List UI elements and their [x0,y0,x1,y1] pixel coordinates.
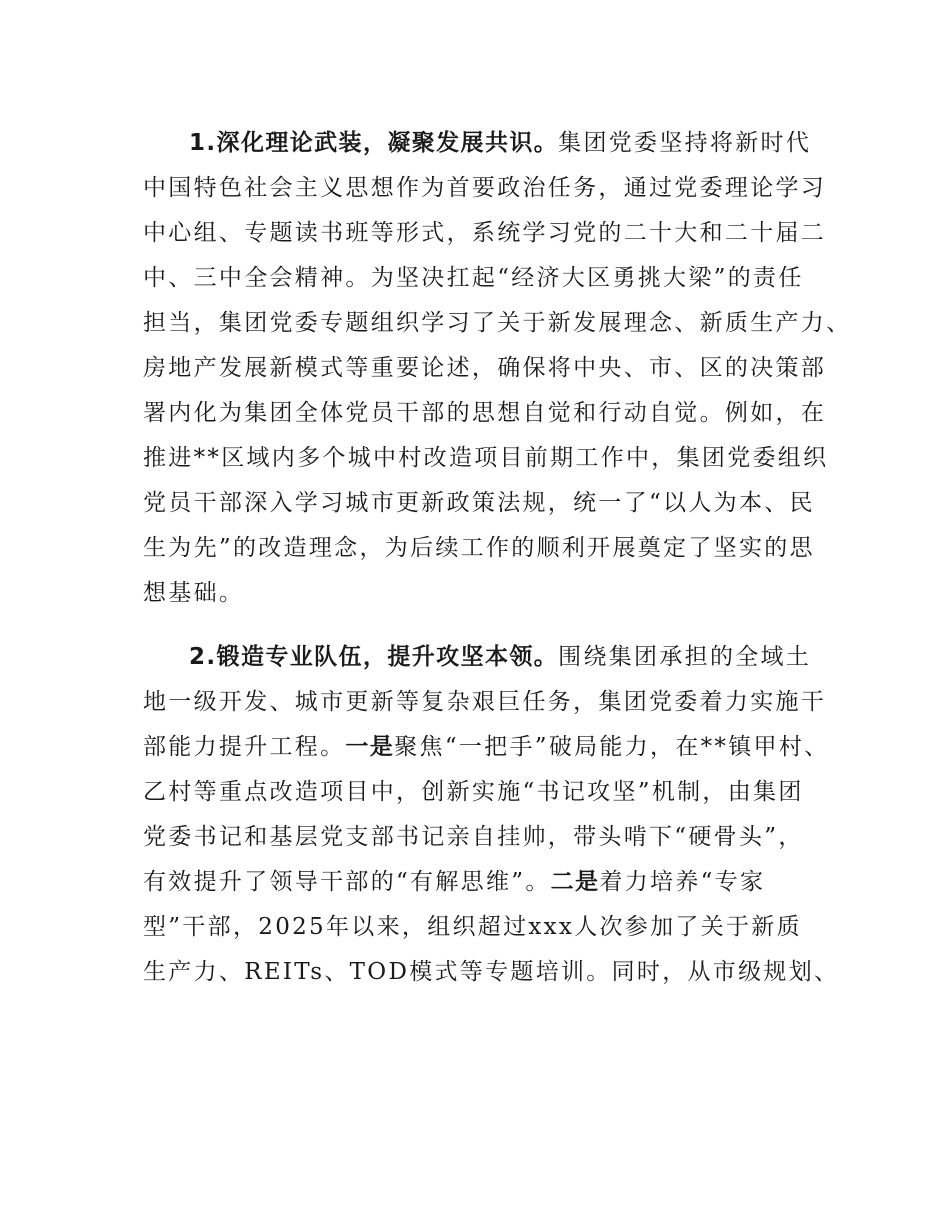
paragraph-1-heading: 1.深化理论武装，凝聚发展共识。 [189,130,559,156]
paragraph-2-line-1 [143,635,823,680]
text-line [143,860,823,905]
text-run: 着力培养“专家 [599,869,766,895]
text-line: 地一级开发、城市更新等复杂艰巨任务，集团党委着力实施干 [143,689,827,715]
text-line: 担当，集团党委专题组织学习了关于新发展理念、新质生产力、 [143,310,852,336]
text-line: 房地产发展新模式等重要论述，确保将中央、市、区的决策部 [143,355,827,381]
paragraph-2 [143,635,840,995]
paragraph-1 [143,121,852,616]
paragraph-2-heading: 2.锻造专业队伍，提升攻坚本领。 [189,644,559,670]
text-line: 中国特色社会主义思想作为首要政治任务，通过党委理论学习 [143,175,827,201]
emphasis-first: 一是 [345,734,395,760]
text-run: 部能力提升工程。 [143,734,346,760]
text-line: 生为先”的改造理念，为后续工作的顺利开展奠定了坚实的思 [143,535,815,561]
text-line: 想基础。 [143,580,245,606]
text-line: 党员干部深入学习城市更新政策法规，统一了“以人为本、民 [143,490,815,516]
text-run: 有效提升了领导干部的“有解思维”。 [143,869,551,895]
text-line: 署内化为集团全体党员干部的思想自觉和行动自觉。例如，在 [143,400,827,426]
text-line: 乙村等重点改造项目中，创新实施“书记攻坚”机制，由集团 [143,779,804,805]
text-line: 推进**区域内多个城中村改造项目前期工作中，集团党委组织 [143,445,829,471]
document-body [143,121,852,1014]
paragraph-1-line-1 [143,121,823,166]
paragraph-2-text: 围绕集团承担的全域土 [558,644,812,670]
text-run: 聚焦“一把手”破局能力，在**镇甲村、 [394,734,830,760]
text-line [143,725,830,770]
text-line: 党委书记和基层党支部书记亲自挂帅，带头啃下“硬骨头”， [143,824,804,850]
text-line: 型”干部，2025年以来，组织超过xxx人次参加了关于新质 [143,914,802,940]
text-line: 中心组、专题读书班等形式，系统学习党的二十大和二十届二 [143,220,827,246]
emphasis-second: 二是 [550,869,600,895]
text-line: 生产力、REITs、TOD模式等专题培训。同时，从市级规划、 [143,959,840,985]
paragraph-1-text: 集团党委坚持将新时代 [558,130,812,156]
text-line: 中、三中全会精神。为坚决扛起“经济大区勇挑大梁”的责任 [143,265,804,291]
